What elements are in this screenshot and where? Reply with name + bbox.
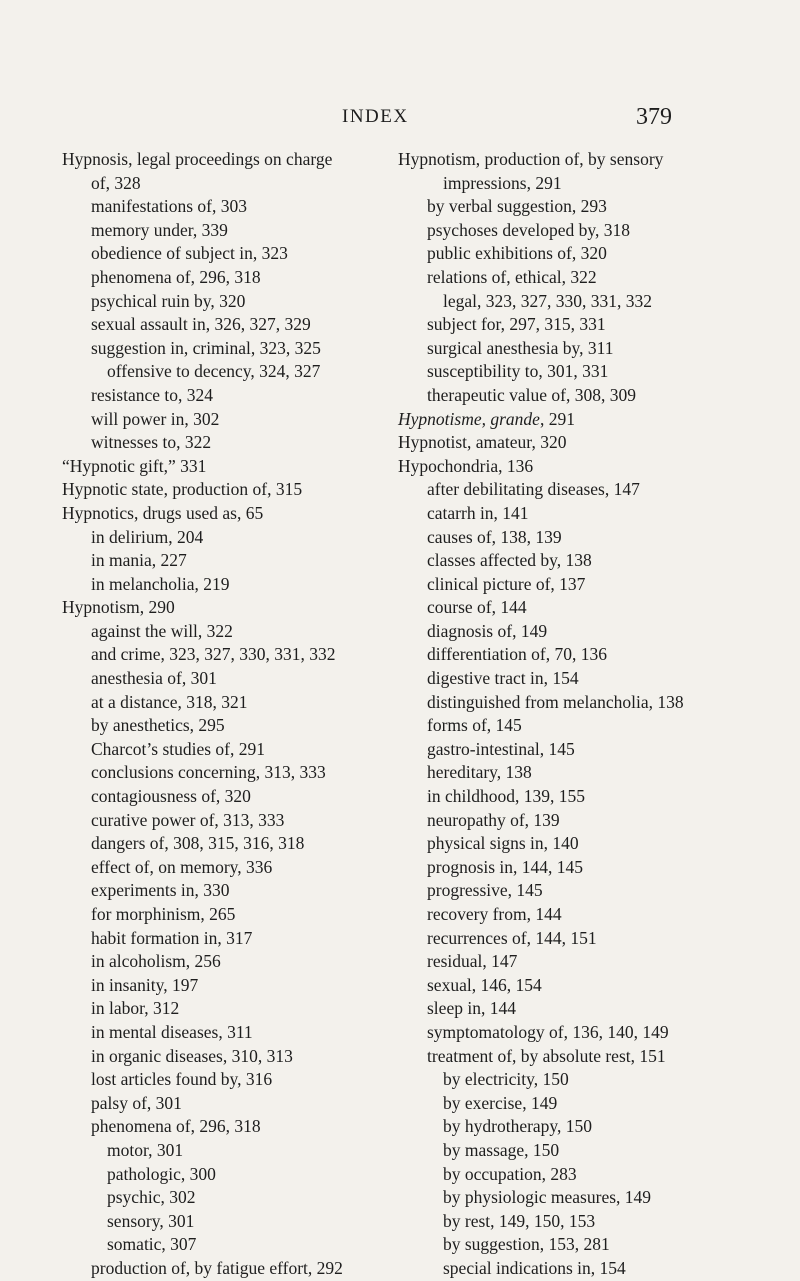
index-entry: neuropathy of, 139 <box>427 809 560 830</box>
index-entry: hereditary, 138 <box>427 762 532 783</box>
index-entry: physical signs in, 140 <box>427 833 579 854</box>
index-entry: sexual, 146, 154 <box>427 974 542 995</box>
index-entry: Hypnotics, drugs used as, 65 <box>62 502 264 523</box>
index-entry: witnesses to, 322 <box>91 432 212 453</box>
index-entry: manifestations of, 303 <box>91 196 248 217</box>
index-entry: by electricity, 150 <box>443 1069 569 1090</box>
index-entry: pathologic, 300 <box>107 1163 216 1184</box>
index-entry: prognosis in, 144, 145 <box>427 856 584 877</box>
index-entry: psychic, 302 <box>107 1187 196 1208</box>
index-entry: diagnosis of, 149 <box>427 620 548 641</box>
index-entry: by massage, 150 <box>443 1139 560 1160</box>
index-entry: by rest, 149, 150, 153 <box>443 1210 596 1231</box>
index-entry: suggestion in, criminal, 323, 325 <box>91 337 321 358</box>
index-entry: in labor, 312 <box>91 998 180 1019</box>
index-entry: offensive to decency, 324, 327 <box>107 361 321 382</box>
index-entry: effect of, on memory, 336 <box>91 856 273 877</box>
index-entry: in alcoholism, 256 <box>91 951 221 972</box>
index-entry: by suggestion, 153, 281 <box>443 1234 610 1255</box>
index-entry: Charcot’s studies of, 291 <box>91 738 266 759</box>
index-entry: by hydrotherapy, 150 <box>443 1116 593 1137</box>
page-header <box>0 104 800 134</box>
index-entry: production of, by fatigue effort, 292 <box>91 1257 343 1278</box>
index-entry: digestive tract in, 154 <box>427 668 579 689</box>
index-entry: Hypnotism, 290 <box>62 597 175 618</box>
index-entry: curative power of, 313, 333 <box>91 809 285 830</box>
index-entry: public exhibitions of, 320 <box>427 243 607 264</box>
index-entry: Hypnotisme, grande, 291 <box>398 408 575 429</box>
index-entry: resistance to, 324 <box>91 384 213 405</box>
index-entry: residual, 147 <box>427 951 518 972</box>
index-column-left <box>62 148 392 1281</box>
index-entry: sensory, 301 <box>107 1210 195 1231</box>
index-entry: by physiologic measures, 149 <box>443 1187 652 1208</box>
index-entry: subject for, 297, 315, 331 <box>427 314 606 335</box>
index-entry: course of, 144 <box>427 597 527 618</box>
index-entry: in organic diseases, 310, 313 <box>91 1045 293 1066</box>
index-entry: differentiation of, 70, 136 <box>427 644 607 665</box>
index-entry: obedience of subject in, 323 <box>91 243 288 264</box>
index-entry: Hypnosis, legal proceedings on charge <box>62 149 333 169</box>
index-entry: surgical anesthesia by, 311 <box>427 337 614 358</box>
page-title: INDEX <box>342 106 409 127</box>
index-entry: legal, 323, 327, 330, 331, 332 <box>443 290 653 311</box>
index-entry: classes affected by, 138 <box>427 550 592 571</box>
index-entry: motor, 301 <box>107 1139 184 1160</box>
index-entry: somatic, 307 <box>107 1234 197 1255</box>
index-entry: in melancholia, 219 <box>91 573 230 594</box>
index-entry: experiments in, 330 <box>91 880 230 901</box>
index-entry: and crime, 323, 327, 330, 331, 332 <box>91 644 336 665</box>
index-entry: Hypnotism, production of, by sensory <box>398 149 664 169</box>
index-entry: treatment of, by absolute rest, 151 <box>427 1045 666 1066</box>
index-entry: against the will, 322 <box>91 620 233 641</box>
index-entry: in mental diseases, 311 <box>91 1021 253 1042</box>
index-entry: Hypochondria, 136 <box>398 455 534 476</box>
index-entry: palsy of, 301 <box>91 1092 182 1113</box>
index-entry: dangers of, 308, 315, 316, 318 <box>91 833 305 854</box>
index-entry: symptomatology of, 136, 140, 149 <box>427 1021 669 1042</box>
index-entry: psychical ruin by, 320 <box>91 290 246 311</box>
index-entry: memory under, 339 <box>91 219 228 240</box>
index-entry: sleep in, 144 <box>427 998 516 1019</box>
index-entry: Hypnotic state, production of, 315 <box>62 479 303 500</box>
index-entry: clinical picture of, 137 <box>427 573 586 594</box>
index-entry: of, 328 <box>91 172 141 193</box>
index-entry: contagiousness of, 320 <box>91 786 251 807</box>
index-entry: therapeutic value of, 308, 309 <box>427 384 636 405</box>
index-entry: psychoses developed by, 318 <box>427 219 630 240</box>
index-entry: by verbal suggestion, 293 <box>427 196 607 217</box>
index-entry: by occupation, 283 <box>443 1163 577 1184</box>
index-entry: after debilitating diseases, 147 <box>427 479 640 500</box>
index-entry: in childhood, 139, 155 <box>427 786 585 807</box>
index-entry: impressions, 291 <box>443 172 562 193</box>
index-entry: lost articles found by, 316 <box>91 1069 273 1090</box>
index-entry: at a distance, 318, 321 <box>91 691 248 712</box>
index-entry: by exercise, 149 <box>443 1092 558 1113</box>
index-entry: in mania, 227 <box>91 550 187 571</box>
index-column-right <box>398 148 743 1281</box>
index-entry: anesthesia of, 301 <box>91 668 217 689</box>
index-entry: relations of, ethical, 322 <box>427 266 597 287</box>
index-entry: recovery from, 144 <box>427 904 562 924</box>
index-entry: causes of, 138, 139 <box>427 526 562 547</box>
index-entry: by anesthetics, 295 <box>91 715 225 736</box>
index-entry: habit formation in, 317 <box>91 927 253 948</box>
index-entry: in delirium, 204 <box>91 526 204 547</box>
index-entry: conclusions concerning, 313, 333 <box>91 762 326 783</box>
index-entry: catarrh in, 141 <box>427 502 529 523</box>
index-entry: Hypnotist, amateur, 320 <box>398 432 567 453</box>
index-entry: susceptibility to, 301, 331 <box>427 361 609 382</box>
index-entry: in insanity, 197 <box>91 974 199 995</box>
index-entry: for morphinism, 265 <box>91 904 236 924</box>
index-entry: will power in, 302 <box>91 408 220 429</box>
index-entry: special indications in, 154 <box>443 1257 626 1278</box>
index-entry: distinguished from melancholia, 138 <box>427 691 684 712</box>
index-entry: gastro-intestinal, 145 <box>427 738 575 759</box>
index-entry: phenomena of, 296, 318 <box>91 266 261 287</box>
index-entry: progressive, 145 <box>427 880 543 901</box>
index-entry: sexual assault in, 326, 327, 329 <box>91 314 311 335</box>
page-number: 379 <box>636 104 672 130</box>
index-entry: recurrences of, 144, 151 <box>427 927 597 948</box>
index-entry: “Hypnotic gift,” 331 <box>62 455 207 476</box>
index-entry: forms of, 145 <box>427 715 522 736</box>
index-entry: phenomena of, 296, 318 <box>91 1116 261 1137</box>
